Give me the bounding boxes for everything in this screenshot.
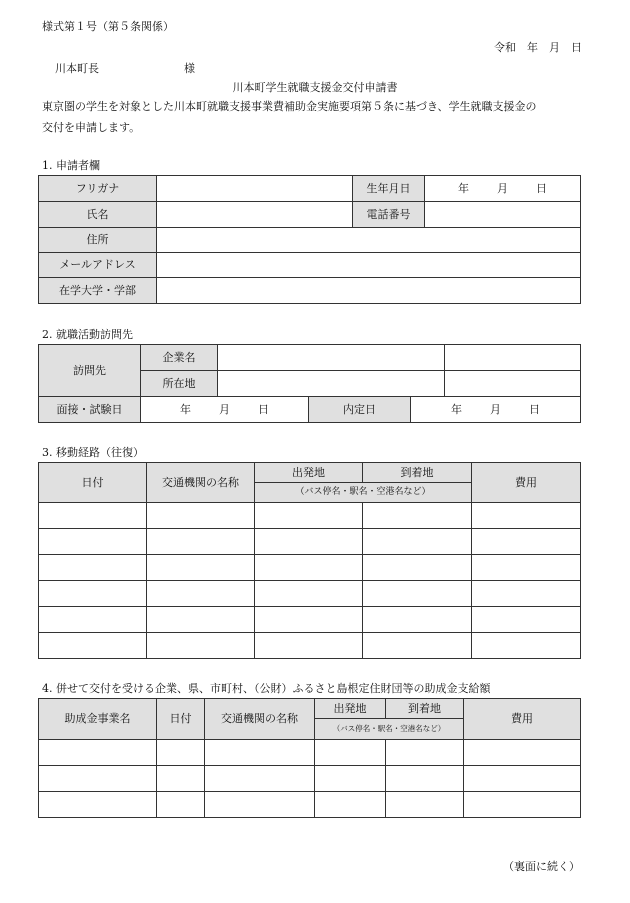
table-row — [39, 397, 581, 423]
grant-cell[interactable] — [386, 766, 464, 792]
visit-destination-label: 訪問先 — [39, 345, 141, 397]
table-row — [39, 766, 581, 792]
route-cell[interactable] — [472, 581, 581, 607]
table-row — [39, 699, 581, 719]
intro-text-line1: 東京圏の学生を対象とした川本町就職支援事業費補助金実施要項第５条に基づき、学生就職支援金の — [42, 100, 537, 113]
table-row — [39, 503, 581, 529]
furigana-field[interactable] — [157, 176, 353, 202]
route-cell[interactable] — [147, 633, 255, 659]
table-row — [39, 633, 581, 659]
grant-cell[interactable] — [315, 740, 386, 766]
address-label: 住所 — [39, 228, 157, 253]
section3-heading: 3. 移動経路（往復） — [42, 446, 144, 459]
form-number: 様式第１号（第５条関係） — [42, 20, 174, 33]
addressee-honorific: 様 — [184, 62, 195, 75]
route-cell[interactable] — [472, 607, 581, 633]
birthdate-field[interactable]: 年 月 日 — [425, 176, 581, 202]
grant-cell[interactable] — [39, 792, 157, 818]
offer-date-label: 内定日 — [309, 397, 411, 423]
route-cell[interactable] — [363, 503, 472, 529]
interview-date-field[interactable]: 年 月 日 — [141, 397, 309, 423]
grant-cost-header: 費用 — [464, 699, 581, 740]
interview-date-label: 面接・試験日 — [39, 397, 141, 423]
address-field[interactable] — [157, 228, 581, 253]
route-cell[interactable] — [147, 607, 255, 633]
location-extra-field[interactable] — [445, 371, 581, 397]
grant-cell[interactable] — [157, 740, 205, 766]
phone-label: 電話番号 — [353, 202, 425, 228]
route-cell[interactable] — [255, 581, 363, 607]
route-cell[interactable] — [472, 503, 581, 529]
date-line: 令和 年 月 日 — [494, 41, 582, 54]
birthdate-label: 生年月日 — [353, 176, 425, 202]
section4-heading: 4. 併せて交付を受ける企業、県、市町村、（公財）ふるさと島根定住財団等の助成金支給額 — [42, 682, 491, 695]
route-cell[interactable] — [472, 555, 581, 581]
route-date-header: 日付 — [39, 463, 147, 503]
route-cell[interactable] — [39, 633, 147, 659]
table-row — [39, 555, 581, 581]
route-cell[interactable] — [255, 633, 363, 659]
grant-cell[interactable] — [157, 792, 205, 818]
table-row — [39, 202, 581, 228]
university-field[interactable] — [157, 278, 581, 304]
section1-heading: 1. 申請者欄 — [42, 159, 100, 172]
route-cell[interactable] — [472, 529, 581, 555]
route-cell[interactable] — [255, 503, 363, 529]
name-label: 氏名 — [39, 202, 157, 228]
route-cell[interactable] — [363, 633, 472, 659]
location-label: 所在地 — [141, 371, 218, 397]
route-transport-header: 交通機関の名称 — [147, 463, 255, 503]
table-row — [39, 463, 581, 483]
grant-cell[interactable] — [39, 740, 157, 766]
table-row — [39, 529, 581, 555]
table-row — [39, 792, 581, 818]
grant-place-note: （バス停名・駅名・空港名など） — [315, 719, 464, 740]
grant-cell[interactable] — [464, 740, 581, 766]
table-row — [39, 253, 581, 278]
addressee: 川本町長 — [55, 62, 99, 75]
route-cell[interactable] — [147, 555, 255, 581]
section2-heading: 2. 就職活動訪問先 — [42, 328, 133, 341]
route-cell[interactable] — [39, 607, 147, 633]
route-cost-header: 費用 — [472, 463, 581, 503]
email-field[interactable] — [157, 253, 581, 278]
route-cell[interactable] — [472, 633, 581, 659]
grant-arrival-header: 到着地 — [386, 699, 464, 719]
route-cell[interactable] — [39, 503, 147, 529]
location-field[interactable] — [218, 371, 445, 397]
route-cell[interactable] — [39, 529, 147, 555]
grant-date-header: 日付 — [157, 699, 205, 740]
route-cell[interactable] — [147, 503, 255, 529]
table-row — [39, 278, 581, 304]
grant-cell[interactable] — [157, 766, 205, 792]
route-cell[interactable] — [39, 581, 147, 607]
route-cell[interactable] — [363, 581, 472, 607]
table-row — [39, 581, 581, 607]
applicant-table — [38, 175, 581, 304]
visit-table — [38, 344, 581, 423]
table-row — [39, 607, 581, 633]
route-cell[interactable] — [363, 529, 472, 555]
route-table — [38, 462, 581, 659]
table-row — [39, 345, 581, 371]
grant-cell[interactable] — [39, 766, 157, 792]
intro-text-line2: 交付を申請します。 — [42, 121, 141, 134]
grant-cell[interactable] — [386, 740, 464, 766]
phone-field[interactable] — [425, 202, 581, 228]
table-row — [39, 740, 581, 766]
name-field[interactable] — [157, 202, 353, 228]
company-label: 企業名 — [141, 345, 218, 371]
grant-departure-header: 出発地 — [315, 699, 386, 719]
grant-transport-header: 交通機関の名称 — [205, 699, 315, 740]
route-cell[interactable] — [255, 555, 363, 581]
grant-cell[interactable] — [464, 766, 581, 792]
route-arrival-header: 到着地 — [363, 463, 472, 483]
grant-cell[interactable] — [205, 792, 315, 818]
document-title: 川本町学生就職支援金交付申請書 — [232, 81, 398, 94]
route-cell[interactable] — [363, 607, 472, 633]
grant-cell[interactable] — [205, 740, 315, 766]
grant-cell[interactable] — [464, 792, 581, 818]
university-label: 在学大学・学部 — [39, 278, 157, 304]
route-departure-header: 出発地 — [255, 463, 363, 483]
email-label: メールアドレス — [39, 253, 157, 278]
route-cell[interactable] — [147, 581, 255, 607]
table-row — [39, 228, 581, 253]
route-cell[interactable] — [147, 529, 255, 555]
company-field[interactable] — [218, 345, 445, 371]
grant-cell[interactable] — [315, 792, 386, 818]
route-cell[interactable] — [39, 555, 147, 581]
route-place-note: （バス停名・駅名・空港名など） — [255, 483, 472, 503]
grant-cell[interactable] — [315, 766, 386, 792]
furigana-label: フリガナ — [39, 176, 157, 202]
table-row — [39, 176, 581, 202]
grant-cell[interactable] — [386, 792, 464, 818]
continued-note: （裏面に続く） — [503, 860, 580, 873]
grant-table — [38, 698, 581, 818]
route-cell[interactable] — [255, 529, 363, 555]
route-cell[interactable] — [363, 555, 472, 581]
company-extra-field[interactable] — [445, 345, 581, 371]
route-cell[interactable] — [255, 607, 363, 633]
grant-cell[interactable] — [205, 766, 315, 792]
offer-date-field[interactable]: 年 月 日 — [411, 397, 581, 423]
grant-program-header: 助成金事業名 — [39, 699, 157, 740]
